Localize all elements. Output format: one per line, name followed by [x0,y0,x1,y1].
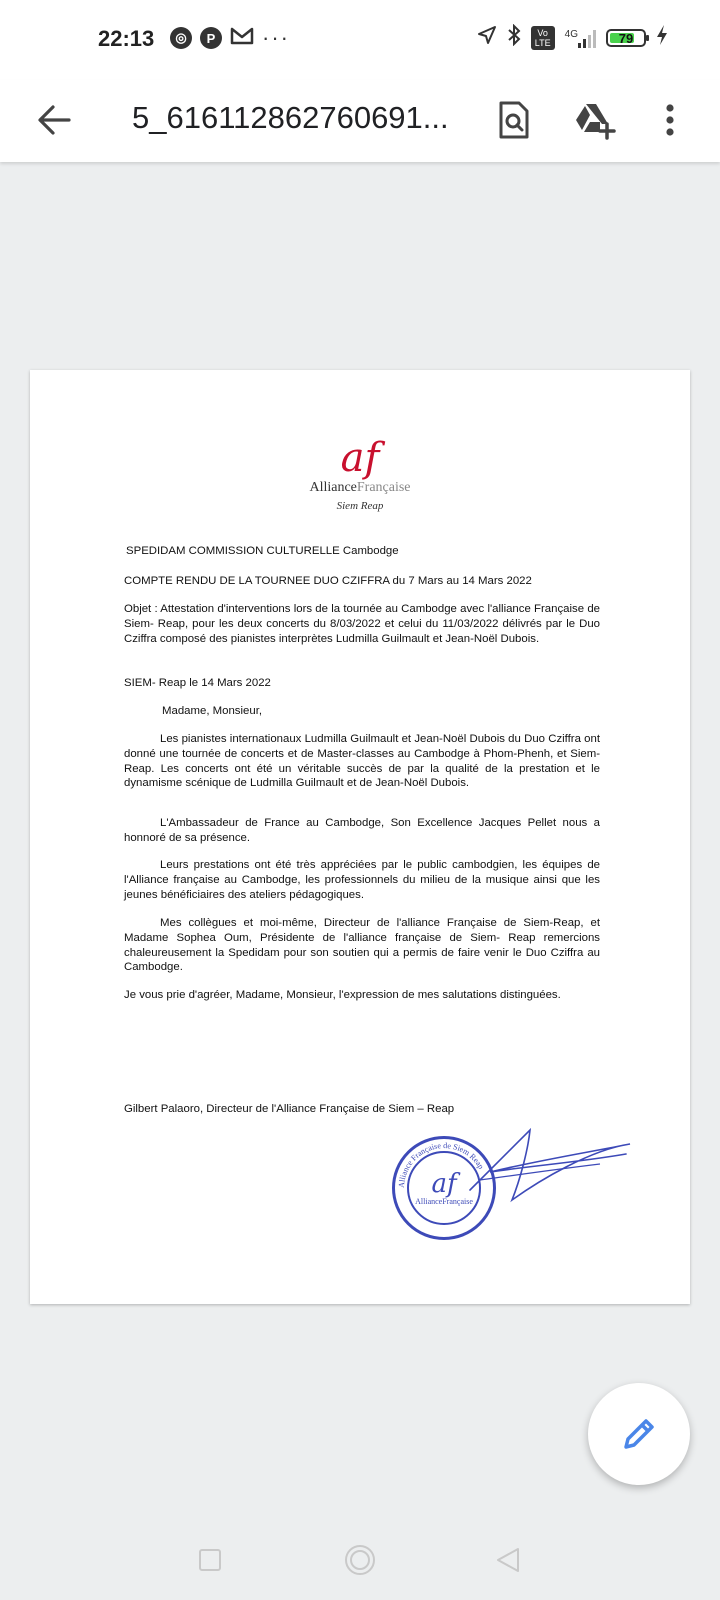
navigation-bar [0,1520,720,1600]
notification-icons [170,26,290,50]
app-bar [0,80,720,162]
edit-pencil-icon [620,1415,658,1453]
handwritten-signature [450,1120,640,1220]
stamp-ring-text: Alliance Française de Siem Reap [396,1140,486,1189]
battery-icon [606,29,646,47]
volte-icon: Vo LTE [531,26,555,50]
salutation: Madame, Monsieur, [162,705,263,717]
logo-city: Siem Reap [336,500,384,512]
home-button[interactable] [338,1538,382,1582]
status-time: 22:13 [98,26,155,51]
objet-paragraph [124,602,600,646]
paragraph-3 [124,858,600,902]
edit-button[interactable] [588,1383,690,1485]
location-arrow-icon [477,25,497,51]
paragraph-4 [124,916,600,975]
signatory: Gilbert Palaoro, Directeur de l'Alliance Française de Siem – Reap [124,1103,455,1115]
paragraph-2 [124,816,600,846]
closing [124,988,600,1003]
add-to-drive-icon [572,100,616,140]
back-arrow-icon [37,105,71,135]
system-indicators [477,24,668,52]
search-document-button[interactable] [488,94,540,146]
paragraph-1 [124,732,600,791]
place-date: SIEM- Reap le 14 Mars 2022 [124,677,271,689]
back-triangle-icon [495,1546,521,1574]
paragraph-2-text: L'Ambassadeur de France au Cambodge, Son Excellence Jacques Pellet nous a honnoré de sa présence. [124,817,600,844]
document-page[interactable] [30,370,690,1304]
paragraph-3-text: Leurs prestations ont été très appréciées par le public cambodgien, les équipes de l'Alliance française au Cambodge, les professionnels du milieu de la musique ainsi que les jeunes bénéficiaires des ateliers pédagogiques. [124,859,600,901]
pinterest-icon: P [200,27,222,49]
stamp-af: af [431,1168,457,1199]
back-button[interactable] [30,96,78,144]
more-options-icon [664,102,676,138]
charging-bolt-icon [656,24,668,52]
objet-text: Objet : Attestation d'interventions lors de la tournée au Cambodge avec l'alliance Française de Siem- Reap, pour les deux concerts du 8/03/2022 et celui du 11/03/2022 délivrés par le Duo Cziffra composé des pianistes interprètes Ludmilla Guilmault et Jean-Noël Dubois. [124,603,600,645]
logo-name-b: Française [356,480,411,495]
paragraph-4-text: Mes collègues et moi-même, Directeur de l'alliance Française de Siem-Reap, et Madame Sophea Oum, Présidente de l'alliance française de Siem- Reap remercions chaleureusement la Spedidam pour son soutien qui a permis de faire venir le Duo Cziffra au Cambodge. [124,917,600,974]
alliance-francaise-logo [30,435,690,512]
report-title: COMPTE RENDU DE LA TOURNEE DUO CZIFFRA du 7 Mars au 14 Mars 2022 [124,575,532,587]
recents-square-icon [198,1548,222,1572]
logo-name [30,480,690,496]
search-document-icon [497,100,531,140]
gmail-icon [230,26,254,50]
logo-af: af [340,435,380,481]
logo-name-a: Alliance [309,480,357,495]
home-circle-icon [343,1543,377,1577]
add-to-drive-button[interactable] [568,94,620,146]
back-nav-button[interactable] [486,1538,530,1582]
stamp-name: AllianceFrançaise [415,1196,473,1206]
more-options-button[interactable] [644,94,696,146]
bluetooth-icon [507,24,521,52]
document-title: 5_616112862760691... [132,100,449,135]
closing-text: Je vous prie d'agréer, Madame, Monsieur, l'expression de mes salutations distinguées. [124,989,561,1001]
cellular-signal-icon [565,28,596,48]
recents-button[interactable] [188,1538,232,1582]
battery-level: 79 [618,30,634,46]
status-bar [0,0,720,80]
location-share-icon: ◎ [170,27,192,49]
network-type: 4G [564,29,578,40]
more-notifications-icon: ··· [262,25,290,50]
paragraph-1-text: Les pianistes internationaux Ludmilla Guilmault et Jean-Noël Dubois du Duo Cziffra ont donné une tournée de concerts et de Master-classes au Cambodge à Phom-Phenh, et Siem- Reap. Les concerts ont été un véritable succès de par la qualité de la prestation et le dynamisme scénique de Ludmilla Guilmault et de Jean-Noël Dubois. [124,733,600,790]
recipient: SPEDIDAM COMMISSION CULTURELLE Cambodge [126,545,399,557]
